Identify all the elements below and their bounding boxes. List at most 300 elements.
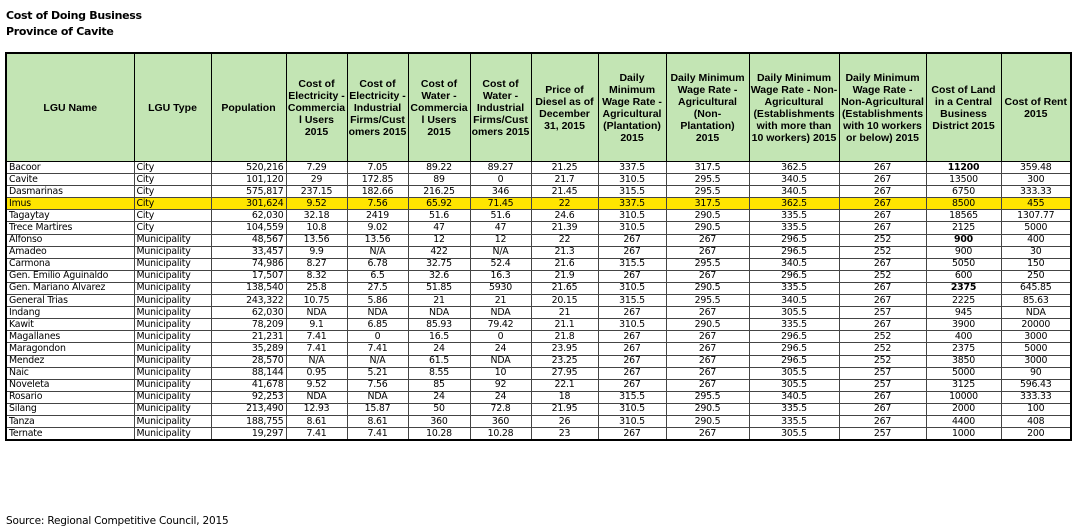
column-header: Cost of Electricity - Industrial Firms/Cust omers 2015 [347, 53, 408, 162]
data-cell: 310.5 [598, 403, 666, 415]
data-cell: 12.93 [286, 403, 347, 415]
data-cell: 7.41 [286, 331, 347, 343]
lgu-type-cell: City [134, 198, 211, 210]
data-cell: 267 [839, 210, 926, 222]
data-cell: 2375 [926, 343, 1001, 355]
data-cell: 10.8 [286, 222, 347, 234]
data-cell: 7.56 [347, 198, 408, 210]
data-cell: 41,678 [211, 379, 286, 391]
lgu-type-cell: Municipality [134, 355, 211, 367]
data-cell: 305.5 [749, 367, 839, 379]
data-cell: 317.5 [666, 198, 749, 210]
data-cell: 346 [470, 186, 531, 198]
data-cell: 340.5 [749, 258, 839, 270]
data-cell: 305.5 [749, 379, 839, 391]
data-cell: 172.85 [347, 174, 408, 186]
data-cell: 310.5 [598, 222, 666, 234]
data-cell: 10.75 [286, 295, 347, 307]
data-cell: 72.8 [470, 403, 531, 415]
data-cell: 335.5 [749, 403, 839, 415]
data-cell: 252 [839, 270, 926, 282]
lgu-type-cell: Municipality [134, 428, 211, 441]
lgu-type-cell: Municipality [134, 307, 211, 319]
lgu-type-cell: Municipality [134, 319, 211, 331]
column-header: Daily Minimum Wage Rate - Agricultural (Plantation) 2015 [598, 53, 666, 162]
data-cell: 252 [839, 343, 926, 355]
table-row [6, 355, 1071, 367]
data-cell: 7.41 [286, 343, 347, 355]
data-cell: NDA [470, 307, 531, 319]
data-cell: 9.52 [286, 198, 347, 210]
data-cell: 267 [598, 331, 666, 343]
data-cell: 5000 [1001, 343, 1071, 355]
data-cell: 267 [666, 246, 749, 258]
data-cell: 47 [408, 222, 470, 234]
data-cell: 0 [470, 174, 531, 186]
data-cell: 5000 [926, 367, 1001, 379]
data-cell: 8500 [926, 198, 1001, 210]
data-cell: 290.5 [666, 222, 749, 234]
data-cell: 138,540 [211, 282, 286, 294]
column-header: LGU Type [134, 53, 211, 162]
data-cell: 9.9 [286, 246, 347, 258]
data-cell: 24 [408, 343, 470, 355]
data-cell: 7.41 [286, 428, 347, 441]
lgu-name-cell: Amadeo [6, 246, 134, 258]
data-cell: 360 [408, 415, 470, 427]
data-cell: 9.02 [347, 222, 408, 234]
data-cell: 85 [408, 379, 470, 391]
data-cell: 340.5 [749, 295, 839, 307]
lgu-type-cell: City [134, 162, 211, 174]
data-cell: 340.5 [749, 174, 839, 186]
data-cell: 267 [666, 234, 749, 246]
data-cell: 8.61 [347, 415, 408, 427]
data-cell: 267 [666, 428, 749, 441]
data-cell: 21 [470, 295, 531, 307]
data-cell: 296.5 [749, 270, 839, 282]
lgu-name-cell: Tagaytay [6, 210, 134, 222]
data-cell: 21.1 [531, 319, 598, 331]
data-cell: 455 [1001, 198, 1071, 210]
data-cell: 400 [1001, 234, 1071, 246]
data-cell: 296.5 [749, 343, 839, 355]
data-cell: 295.5 [666, 174, 749, 186]
data-cell: 295.5 [666, 295, 749, 307]
data-cell: 296.5 [749, 234, 839, 246]
data-cell: 0 [347, 331, 408, 343]
data-cell: 257 [839, 367, 926, 379]
data-cell: 22 [531, 198, 598, 210]
data-cell: 267 [839, 174, 926, 186]
data-cell: 92,253 [211, 391, 286, 403]
data-cell: 290.5 [666, 210, 749, 222]
data-cell: 24 [408, 391, 470, 403]
data-cell: 252 [839, 331, 926, 343]
data-cell: 267 [598, 270, 666, 282]
data-cell: 92 [470, 379, 531, 391]
data-cell: 21.45 [531, 186, 598, 198]
data-cell: 101,120 [211, 174, 286, 186]
table-row [6, 258, 1071, 270]
data-cell: 200 [1001, 428, 1071, 441]
table-header-row [6, 53, 1071, 162]
table-row [6, 174, 1071, 186]
data-cell: N/A [286, 355, 347, 367]
data-cell: 267 [839, 186, 926, 198]
data-cell: 295.5 [666, 186, 749, 198]
data-cell: 23 [531, 428, 598, 441]
data-cell: 267 [598, 355, 666, 367]
data-cell: 252 [839, 355, 926, 367]
data-cell: 7.56 [347, 379, 408, 391]
data-cell: 28,570 [211, 355, 286, 367]
data-cell: 267 [598, 246, 666, 258]
data-cell: 18 [531, 391, 598, 403]
data-cell: 267 [598, 234, 666, 246]
lgu-name-cell: Indang [6, 307, 134, 319]
table-row [6, 282, 1071, 294]
column-header: Daily Minimum Wage Rate - Agricultural (Non-Plantation) 2015 [666, 53, 749, 162]
table-row [6, 391, 1071, 403]
data-cell: 2000 [926, 403, 1001, 415]
data-cell: NDA [286, 307, 347, 319]
data-cell: 21.25 [531, 162, 598, 174]
data-cell: 250 [1001, 270, 1071, 282]
column-header: LGU Name [6, 53, 134, 162]
lgu-type-cell: Municipality [134, 282, 211, 294]
column-header: Daily Minimum Wage Rate - Non-Agricultural (Establishments with more than 10 workers) 2015 [749, 53, 839, 162]
data-cell: 296.5 [749, 331, 839, 343]
data-cell: 645.85 [1001, 282, 1071, 294]
lgu-name-cell: Dasmarinas [6, 186, 134, 198]
data-cell: 104,559 [211, 222, 286, 234]
data-cell: 24 [470, 343, 531, 355]
lgu-name-cell: Rosario [6, 391, 134, 403]
data-cell: NDA [347, 391, 408, 403]
data-cell: 25.8 [286, 282, 347, 294]
data-cell: 422 [408, 246, 470, 258]
data-cell: 23.25 [531, 355, 598, 367]
data-cell: 100 [1001, 403, 1071, 415]
data-cell: 257 [839, 428, 926, 441]
data-cell: 340.5 [749, 186, 839, 198]
table-body [6, 162, 1071, 441]
table-row [6, 222, 1071, 234]
data-cell: 2225 [926, 295, 1001, 307]
data-cell: 3125 [926, 379, 1001, 391]
data-cell: 50 [408, 403, 470, 415]
data-cell: 315.5 [598, 391, 666, 403]
data-cell: 267 [598, 367, 666, 379]
lgu-type-cell: Municipality [134, 415, 211, 427]
lgu-name-cell: Noveleta [6, 379, 134, 391]
data-cell: 267 [839, 222, 926, 234]
data-cell: 89.22 [408, 162, 470, 174]
data-cell: 79.42 [470, 319, 531, 331]
data-cell: 267 [839, 295, 926, 307]
data-cell: 257 [839, 379, 926, 391]
data-cell: 8.32 [286, 270, 347, 282]
data-cell: 89 [408, 174, 470, 186]
lgu-type-cell: Municipality [134, 403, 211, 415]
data-cell: 315.5 [598, 295, 666, 307]
data-cell: 7.05 [347, 162, 408, 174]
data-cell: 10000 [926, 391, 1001, 403]
data-cell: 296.5 [749, 355, 839, 367]
table-row [6, 367, 1071, 379]
data-cell: 21 [531, 307, 598, 319]
data-cell: 27.95 [531, 367, 598, 379]
data-cell: 11200 [926, 162, 1001, 174]
data-cell: 335.5 [749, 222, 839, 234]
lgu-type-cell: City [134, 174, 211, 186]
lgu-type-cell: Municipality [134, 379, 211, 391]
data-cell: 337.5 [598, 162, 666, 174]
table-row [6, 319, 1071, 331]
data-cell: 21,231 [211, 331, 286, 343]
data-cell: 213,490 [211, 403, 286, 415]
data-cell: 15.87 [347, 403, 408, 415]
data-cell: 30 [1001, 246, 1071, 258]
data-cell: NDA [470, 355, 531, 367]
data-cell: 7.29 [286, 162, 347, 174]
data-cell: 5.21 [347, 367, 408, 379]
data-cell: 2419 [347, 210, 408, 222]
lgu-name-cell: General Trias [6, 295, 134, 307]
data-cell: 267 [839, 198, 926, 210]
data-cell: 7.41 [347, 428, 408, 441]
data-cell: 10.28 [408, 428, 470, 441]
source-note: Source: Regional Competitive Council, 2015 [6, 515, 229, 527]
data-cell: 20.15 [531, 295, 598, 307]
lgu-type-cell: Municipality [134, 331, 211, 343]
data-cell: 1307.77 [1001, 210, 1071, 222]
data-cell: 290.5 [666, 415, 749, 427]
lgu-name-cell: Imus [6, 198, 134, 210]
data-cell: NDA [1001, 307, 1071, 319]
lgu-name-cell: Silang [6, 403, 134, 415]
data-cell: 21.65 [531, 282, 598, 294]
data-cell: 267 [839, 258, 926, 270]
data-cell: 13.56 [286, 234, 347, 246]
column-header: Cost of Rent 2015 [1001, 53, 1071, 162]
data-cell: 5050 [926, 258, 1001, 270]
lgu-type-cell: Municipality [134, 343, 211, 355]
data-cell: 3000 [1001, 331, 1071, 343]
table-row [6, 403, 1071, 415]
data-cell: 17,507 [211, 270, 286, 282]
data-cell: 290.5 [666, 282, 749, 294]
data-cell: 52.4 [470, 258, 531, 270]
lgu-name-cell: Trece Martires [6, 222, 134, 234]
table-row [6, 415, 1071, 427]
data-cell: 267 [598, 428, 666, 441]
data-cell: 65.92 [408, 198, 470, 210]
data-cell: 0 [470, 331, 531, 343]
data-cell: 21.39 [531, 222, 598, 234]
data-cell: 20000 [1001, 319, 1071, 331]
data-cell: 24.6 [531, 210, 598, 222]
data-cell: 596.43 [1001, 379, 1071, 391]
data-cell: 0.95 [286, 367, 347, 379]
lgu-name-cell: Mendez [6, 355, 134, 367]
data-cell: 3000 [1001, 355, 1071, 367]
data-cell: NDA [286, 391, 347, 403]
data-cell: 85.93 [408, 319, 470, 331]
lgu-type-cell: City [134, 210, 211, 222]
data-cell: 16.5 [408, 331, 470, 343]
data-cell: 27.5 [347, 282, 408, 294]
data-cell: 310.5 [598, 174, 666, 186]
data-cell: 335.5 [749, 210, 839, 222]
data-cell: 400 [926, 331, 1001, 343]
table-row [6, 162, 1071, 174]
lgu-type-cell: Municipality [134, 270, 211, 282]
data-cell: 10 [470, 367, 531, 379]
data-cell: 21.6 [531, 258, 598, 270]
table-row [6, 234, 1071, 246]
data-cell: 252 [839, 234, 926, 246]
data-cell: 296.5 [749, 246, 839, 258]
lgu-name-cell: Ternate [6, 428, 134, 441]
data-cell: 74,986 [211, 258, 286, 270]
table-row [6, 246, 1071, 258]
data-cell: 21.7 [531, 174, 598, 186]
data-cell: 18565 [926, 210, 1001, 222]
column-header: Cost of Electricity - Commercia l Users 2015 [286, 53, 347, 162]
lgu-name-cell: Gen. Mariano Alvarez [6, 282, 134, 294]
table-row [6, 295, 1071, 307]
table-row [6, 428, 1071, 441]
data-cell: 32.18 [286, 210, 347, 222]
data-cell: 315.5 [598, 258, 666, 270]
data-cell: 267 [839, 403, 926, 415]
lgu-name-cell: Tanza [6, 415, 134, 427]
data-cell: 182.66 [347, 186, 408, 198]
data-cell: N/A [470, 246, 531, 258]
data-cell: 267 [666, 367, 749, 379]
data-cell: 62,030 [211, 307, 286, 319]
lgu-type-cell: Municipality [134, 246, 211, 258]
lgu-type-cell: Municipality [134, 295, 211, 307]
data-cell: 35,289 [211, 343, 286, 355]
lgu-name-cell: Kawit [6, 319, 134, 331]
data-cell: 520,216 [211, 162, 286, 174]
data-cell: 335.5 [749, 282, 839, 294]
table-row [6, 379, 1071, 391]
data-cell: 9.1 [286, 319, 347, 331]
table-row [6, 186, 1071, 198]
data-cell: 243,322 [211, 295, 286, 307]
data-cell: 85.63 [1001, 295, 1071, 307]
lgu-name-cell: Magallanes [6, 331, 134, 343]
data-cell: 21.3 [531, 246, 598, 258]
column-header: Population [211, 53, 286, 162]
data-cell: 4400 [926, 415, 1001, 427]
table-row [6, 198, 1071, 210]
data-cell: 267 [839, 282, 926, 294]
column-header: Price of Diesel as of December 31, 2015 [531, 53, 598, 162]
data-cell: 362.5 [749, 198, 839, 210]
data-cell: 62,030 [211, 210, 286, 222]
data-cell: 267 [598, 307, 666, 319]
data-cell: 19,297 [211, 428, 286, 441]
data-cell: 33,457 [211, 246, 286, 258]
data-cell: 5930 [470, 282, 531, 294]
lgu-type-cell: City [134, 186, 211, 198]
data-cell: 5000 [1001, 222, 1071, 234]
data-cell: 2375 [926, 282, 1001, 294]
data-cell: 310.5 [598, 210, 666, 222]
lgu-name-cell: Naic [6, 367, 134, 379]
column-header: Daily Minimum Wage Rate - Non-Agricultural (Establishments with 10 workers or below) 2015 [839, 53, 926, 162]
data-cell: 335.5 [749, 319, 839, 331]
data-cell: 360 [470, 415, 531, 427]
data-cell: 305.5 [749, 307, 839, 319]
data-cell: 22 [531, 234, 598, 246]
data-cell: 333.33 [1001, 186, 1071, 198]
data-cell: 21 [408, 295, 470, 307]
data-cell: N/A [347, 246, 408, 258]
data-cell: 32.75 [408, 258, 470, 270]
data-cell: 267 [839, 391, 926, 403]
data-cell: 267 [598, 343, 666, 355]
data-cell: 3850 [926, 355, 1001, 367]
lgu-name-cell: Gen. Emilio Aguinaldo [6, 270, 134, 282]
data-cell: 267 [666, 270, 749, 282]
data-cell: 257 [839, 307, 926, 319]
data-cell: 267 [839, 415, 926, 427]
data-cell: 6750 [926, 186, 1001, 198]
data-cell: 900 [926, 234, 1001, 246]
data-cell: 216.25 [408, 186, 470, 198]
data-cell: 26 [531, 415, 598, 427]
data-cell: 24 [470, 391, 531, 403]
table-row [6, 343, 1071, 355]
data-cell: 295.5 [666, 258, 749, 270]
column-header: Cost of Water - Commercia l Users 2015 [408, 53, 470, 162]
data-cell: 300 [1001, 174, 1071, 186]
data-cell: 22.1 [531, 379, 598, 391]
data-cell: 295.5 [666, 391, 749, 403]
data-cell: 188,755 [211, 415, 286, 427]
lgu-type-cell: City [134, 222, 211, 234]
data-cell: NDA [347, 307, 408, 319]
cost-of-doing-business-table [5, 52, 1072, 441]
data-cell: 290.5 [666, 319, 749, 331]
document-subtitle: Province of Cavite [6, 25, 114, 38]
lgu-name-cell: Maragondon [6, 343, 134, 355]
data-cell: 48,567 [211, 234, 286, 246]
data-cell: NDA [408, 307, 470, 319]
data-cell: 10.28 [470, 428, 531, 441]
data-cell: 21.8 [531, 331, 598, 343]
lgu-name-cell: Bacoor [6, 162, 134, 174]
data-cell: 310.5 [598, 319, 666, 331]
data-cell: 7.41 [347, 343, 408, 355]
lgu-type-cell: Municipality [134, 234, 211, 246]
data-cell: 267 [666, 307, 749, 319]
data-cell: 408 [1001, 415, 1071, 427]
table-row [6, 270, 1071, 282]
data-cell: 12 [470, 234, 531, 246]
data-cell: 90 [1001, 367, 1071, 379]
column-header: Cost of Water - Industrial Firms/Cust omers 2015 [470, 53, 531, 162]
data-cell: 359.48 [1001, 162, 1071, 174]
data-cell: 900 [926, 246, 1001, 258]
data-cell: 29 [286, 174, 347, 186]
